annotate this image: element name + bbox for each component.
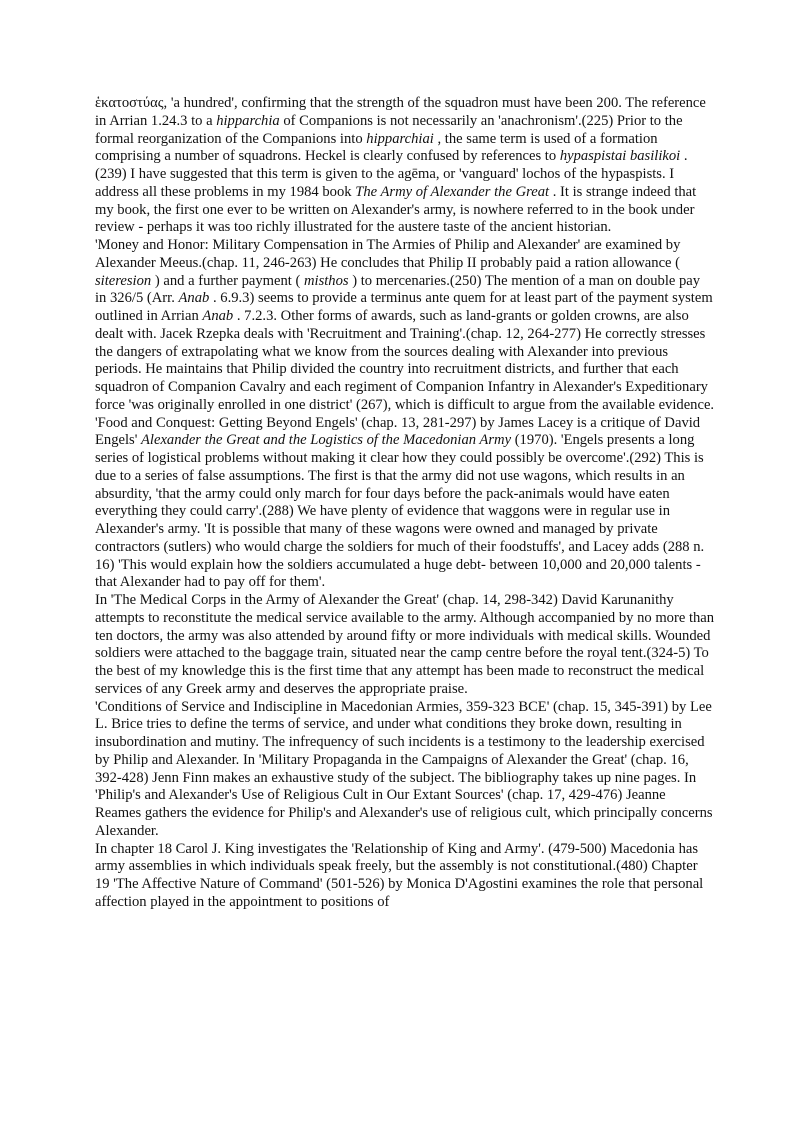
document-page — [95, 95, 715, 912]
italic-text: Anab — [178, 290, 210, 307]
body-text: ) and a further payment ( — [151, 272, 304, 289]
body-text: of Companions is not necessarily an 'anachronism'.(225) Prior to the formal reorganization of the Companions into — [95, 112, 683, 147]
body-text: , the same term is used of a formation comprising a number of squadrons. Heckel is clearly confused by references to — [95, 130, 658, 165]
italic-text: Alexander the Great and the Logistics of the Macedonian Army — [141, 432, 512, 449]
body-text: . It is strange indeed that my book, the first one ever to be written on Alexander's army, is nowhere referred to in the book under review - perhaps it was too richly illustrated for the austere taste of the ancient historian. — [95, 183, 697, 236]
italic-text: The Army of Alexander the Great — [355, 183, 550, 200]
italic-text: siteresion — [95, 272, 152, 289]
italic-text: hipparchia — [216, 112, 280, 129]
paragraph-3 — [95, 415, 715, 593]
paragraph-1 — [95, 95, 715, 237]
body-text: . 7.2.3. Other forms of awards, such as land-grants or golden crowns, are also dealt with. Jacek Rzepka deals with 'Recruitment and Training'.(chap. 12, 264-277) He correctly stresses the dangers of extrapolating what we know from the sources dealing with Alexander into previous periods. He maintains that Philip divided the country into recruitment districts, and further that each squadron of Companion Cavalry and each regiment of Companion Infantry in Alexander's Expeditionary force 'was originally enrolled in one district' (267), which is difficult to argue from the available evidence. — [95, 308, 715, 413]
paragraph-6 — [95, 841, 715, 912]
italic-text: hipparchiai — [366, 130, 434, 147]
body-text: (1970). 'Engels presents a long series of logistical problems without making it clear how they could possibly be overcome'.(292) This is due to a series of false assumptions. The first is that the army did not use wagons, which results in an absurdity, 'that the army could only march for four days before the pack-animals would have eaten everything they could carry'.(288) We have plenty of evidence that waggons were in regular use in Alexander's army. 'It is possible that many of these wagons were owned and managed by private contractors (sutlers) who would charge the soldiers for much of their foodstuffs', and Lacey adds (288 n. 16) 'This would explain how the soldiers accumulated a huge debt- between 10,000 and 20,000 talents - that Alexander had to pay off for them'. — [95, 432, 705, 591]
body-text: . 6.9.3) seems to provide a terminus ante quem for at least part of the payment system outlined in Arrian — [95, 290, 713, 324]
body-text: ἑκατοστύας, 'a hundred', confirming that the strength of the squadron must have been 200. The reference in Arrian 1.24.3 to a — [95, 95, 706, 129]
body-text: 'Conditions of Service and Indiscipline in Macedonian Armies, 359-323 BCE' (chap. 15, 345-391) by Lee L. Brice tries to define the terms of service, and under what conditions they broke down, resulting in insubordination and mutiny. The infrequency of such incidents is a testimony to the leadership exercised by Philip and Alexander. In 'Military Propaganda in the Campaigns of Alexander the Great' (chap. 16, 392-428) Jenn Finn makes an exhaustive study of the subject. The bibliography takes up nine pages. In 'Philip's and Alexander's Use of Religious Cult in Our Extant Sources' (chap. 17, 429-476) Jeanne Reames gathers the evidence for Philip's and Alexander's use of religious cult, which principally concerns Alexander. — [95, 698, 713, 839]
body-text: ) to mercenaries.(250) The mention of a man on double pay in 326/5 (Arr. — [95, 272, 701, 307]
italic-text: Anab — [202, 308, 234, 324]
body-text: .(239) I have suggested that this term is given to the agēma, or 'vanguard' lochos of the hypaspists. I address all these problems in my 1984 book — [95, 148, 688, 200]
body-text: 'Food and Conquest: Getting Beyond Engels' (chap. 13, 281-297) by James Lacey is a critique of David Engels' — [95, 414, 701, 449]
italic-text: misthos — [303, 272, 349, 289]
paragraph-5 — [95, 699, 715, 841]
body-text: 'Money and Honor: Military Compensation in The Armies of Philip and Alexander' are examined by Alexander Meeus.(chap. 11, 246-263) He concludes that Philip II probably paid a ration allowance ( — [95, 237, 681, 271]
body-text: In 'The Medical Corps in the Army of Alexander the Great' (chap. 14, 298-342) David Karunanithy attempts to reconstitute the medical service available to the army. Although accompanied by no more than ten doctors, the army was also attended by around fifty or more individuals with medical skills. Wounded soldiers were attached to the baggage train, situated near the camp centre before the royal tent.(324-5) To the best of my knowledge this is the first time that any attempt has been made to reconstruct the medical services of any Greek army and deserves the appropriate praise. — [95, 592, 715, 697]
body-text: In chapter 18 Carol J. King investigates the 'Relationship of King and Army'. (479-500) Macedonia has army assemblies in which individuals speak freely, but the assembly is not constitutional.(480) Chapter 19 'The Affective Nature of Command' (501-526) by Monica D'Agostini examines the role that personal affection played in the appointment to positions of — [95, 840, 704, 910]
italic-text: hypaspistai basilikoi — [559, 148, 681, 165]
paragraph-4 — [95, 592, 715, 699]
paragraph-2 — [95, 237, 715, 415]
